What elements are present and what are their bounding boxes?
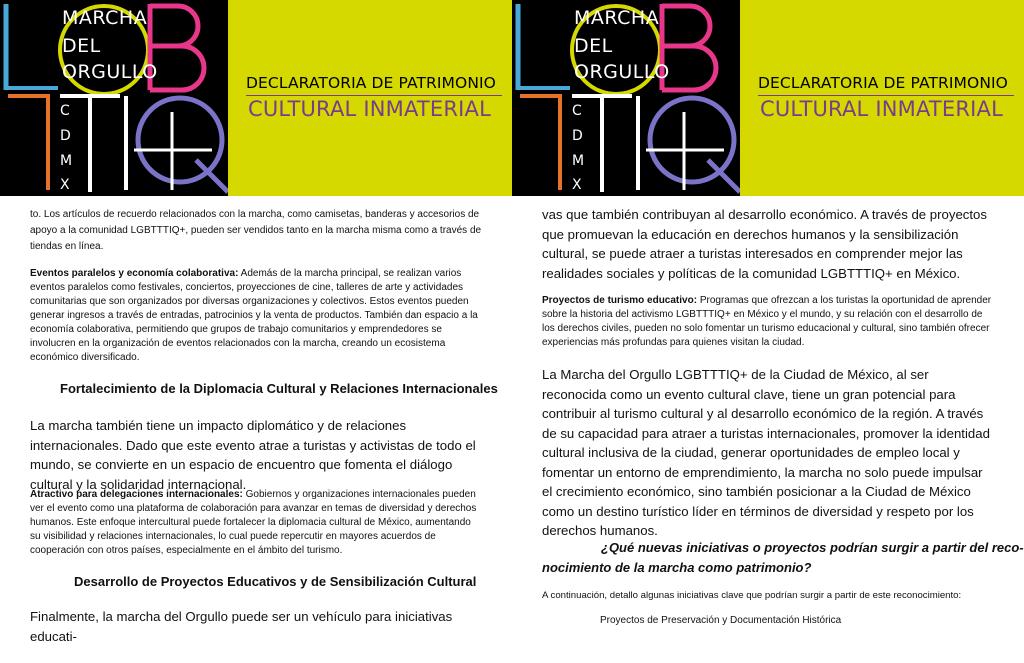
page-header [0,0,512,196]
logo-letter-d: D [572,128,583,144]
label-international-delegations: Atractivo para delegaciones internacionales: [30,489,243,500]
text-parallel-events: Además de la marcha principal, se realizan varios eventos paralelos como festivales, conciertos, proyecciones de cine, talleres de arte y actividades comunitarias que son organizados por diversas organizaciones y colectivos. Estos eventos pueden generar ingresos a través de entradas, patrocinios y la venta de productos. También dan espacio a la economía colaborativa, permitiendo que grupos de trabajo comunitarios y emprendedores se involucren en la organización de eventos relacionados con la marcha, creando un ecosistema económico diversificado. [30,268,478,363]
label-educational-tourism: Proyectos de turismo educativo: [542,295,698,306]
declaration-title: DECLARATORIA DE PATRIMONIO [246,74,496,92]
logo-text-orgullo: ORGULLO [574,61,670,83]
right-page [512,0,1024,663]
logo-text-marcha: MARCHA [62,7,148,29]
logo-graphic [0,0,228,196]
logo-letter-m: M [60,153,73,169]
logo-letter-c: C [572,103,582,119]
logo-letter-d: D [60,128,71,144]
logo-text-del: DEL [574,35,613,57]
pride-march-logo [0,0,228,196]
heading-educational-projects: Desarrollo de Proyectos Educativos y de Sensibilización Cultural [74,574,477,589]
title-divider [758,95,1014,96]
title-divider [246,95,502,96]
text-educational-tourism: Programas que ofrezcan a los turistas la oportunidad de aprender sobre la historia del activismo LGBTTTIQ+ en México y el mundo, y su relación con el desarrollo de los derechos civiles, pueden no solo fomentar un turismo educacional y cultural, sino también ofrecer experiencias más profundas para quienes visitan la ciudad. [542,295,992,348]
subheading-historical-preservation: Proyectos de Preservación y Documentación Histórica [600,615,842,626]
logo-graphic [512,0,740,196]
paragraph-parallel-events [30,267,482,365]
declaration-title: DECLARATORIA DE PATRIMONIO [758,74,1008,92]
logo-letter-x: X [60,177,70,193]
paragraph-diplomatic-impact: La marcha también tiene un impacto diplomático y de relaciones internacionales. Dado que este evento atrae a turistas y activistas de todo el mundo, se convierte en un espacio de encuentro que fomenta el diálogo cultural y la solidaridad internacional. [30,418,476,492]
text-international-delegations: Gobiernos y organizaciones internacionales pueden ver el evento como una plataforma de colaboración para avanzar en temas de diversidad y derechos humanos. Este enfoque intercultural puede fortalecer la diplomacia cultural de México, aumentando su visibilidad y relaciones internacionales, lo cual puede repercutir en mayores acuerdos de cooperación con otros países, especialmente en el ámbito del turismo. [30,489,477,556]
question-line-2: nocimiento de la marcha como patrimonio? [542,560,812,575]
paragraph-educational-tourism [542,294,994,350]
paragraph-pride-march-potential: La Marcha del Orgullo LGBTTTIQ+ de la Ciudad de México, al ser reconocida como un evento cultural clave, tiene un gran potencial para contribuir al turismo cultural y al desarrollo económico de la región. A través de su capacidad para atraer a turistas internacionales, promover la identidad cultural inclusiva de la ciudad, generar oportunidades de empleo local y fomentar un entorno de emprendimiento, la marcha no solo puede impulsar el crecimiento económico, sino también posicionar a la Ciudad de México como un destino turístico líder en términos de diversidad y respeto por los derechos humanos. [542,367,990,538]
heading-cultural-diplomacy: Fortalecimiento de la Diplomacia Cultural y Relaciones Internacionales [60,381,498,396]
pride-march-logo [512,0,740,196]
paragraph-educational-tourism-intro: vas que también contribuyan al desarrollo económico. A través de proyectos que promuevan la educación en derechos humanos y la sensibilización cultural, se puede atraer a turistas interesados en comprender mejor las realidades sociales y políticas de la comunidad LGBTTTIQ+ en México. [542,207,987,281]
paragraph-educational-initiatives: Finalmente, la marcha del Orgullo puede ser un vehículo para iniciativas educati- [30,609,453,644]
paragraph-key-initiatives: A continuación, detallo algunas iniciativas clave que podrían surgir a partir de este reconocimiento: [542,590,962,601]
page-header [512,0,1024,196]
logo-letter-c: C [60,103,70,119]
logo-text-marcha: MARCHA [574,7,660,29]
logo-text-del: DEL [62,35,101,57]
logo-letter-x: X [572,177,582,193]
paragraph-international-delegations [30,488,482,558]
question-line-1: ¿Qué nuevas iniciativas o proyectos podrían surgir a partir del reco- [601,540,1024,555]
paragraph-souvenirs: to. Los artículos de recuerdo relacionados con la marcha, como camisetas, banderas y accesorios de apoyo a la comunidad LGBTTTIQ+, pueden ser vendidos tanto en la marcha misma como a través de tiendas en línea. [30,209,482,252]
logo-letter-m: M [572,153,585,169]
declaration-subtitle: CULTURAL INMATERIAL [760,97,1004,121]
logo-text-orgullo: ORGULLO [62,61,158,83]
label-parallel-events: Eventos paralelos y economía colaborativa: [30,268,239,279]
declaration-subtitle: CULTURAL INMATERIAL [248,97,492,121]
